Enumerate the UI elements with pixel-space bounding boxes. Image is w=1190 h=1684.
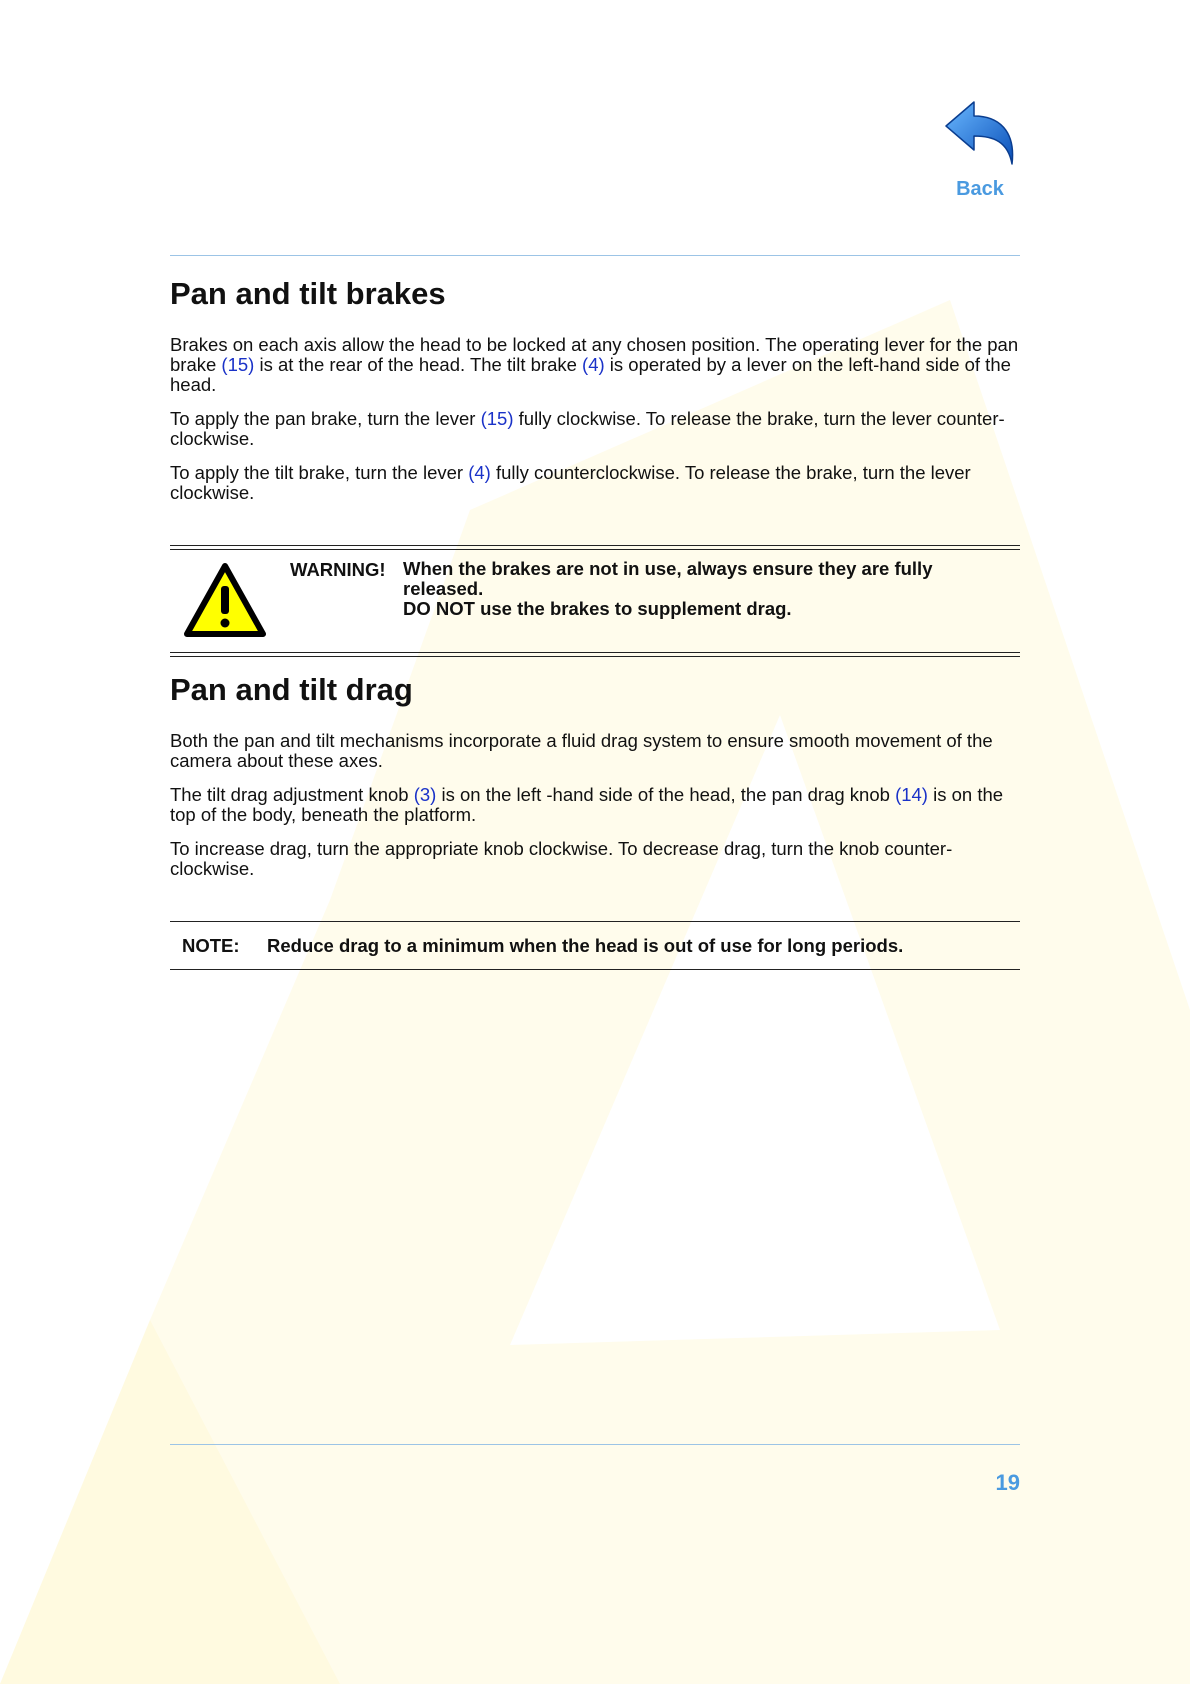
reference-link-15[interactable]: (15): [221, 354, 255, 375]
warning-text: [403, 559, 1013, 619]
drag-paragraph-3: To increase drag, turn the appropriate knob clockwise. To decrease drag, turn the knob counter-clockwise.: [170, 838, 953, 879]
section-title-drag: Pan and tilt drag: [170, 672, 413, 707]
warning-label: WARNING!: [290, 559, 386, 580]
brakes-paragraph-1: Brakes on each axis allow the head to be locked at any chosen position. The operating lever for the pan brake (15) is at the rear of the head. The tilt brake (4) is operated by a lever on the left-hand side of the head.: [170, 334, 1019, 395]
warning-triangle-icon: [183, 562, 267, 638]
note-top-rule: [170, 921, 1020, 922]
note-label: NOTE:: [182, 935, 240, 956]
section-title-brakes: Pan and tilt brakes: [170, 276, 446, 311]
reference-link-4[interactable]: (4): [582, 354, 605, 375]
reference-link-4[interactable]: (4): [468, 462, 491, 483]
drag-paragraph-2: The tilt drag adjustment knob (3) is on the left -hand side of the head, the pan drag knob (14) is on the top of the body, beneath the platform.: [170, 784, 1004, 825]
brakes-paragraph-2: To apply the pan brake, turn the lever (15) fully clockwise. To release the brake, turn the lever counter-clockwise.: [170, 408, 1005, 449]
reference-link-14[interactable]: (14): [895, 784, 928, 805]
warning-line-2: DO NOT use the brakes to supplement drag.: [403, 598, 792, 619]
note-bottom-rule: [170, 969, 1020, 970]
footer-divider: [170, 1444, 1020, 1445]
page-number: 19: [995, 1470, 1020, 1495]
note-text: Reduce drag to a minimum when the head is out of use for long periods.: [267, 935, 904, 956]
drag-paragraph-1: Both the pan and tilt mechanisms incorporate a fluid drag system to ensure smooth movement of the camera about these axes.: [170, 730, 993, 771]
reference-link-15[interactable]: (15): [480, 408, 514, 429]
reference-link-3[interactable]: (3): [413, 784, 437, 805]
back-arrow-icon: [942, 98, 1018, 170]
header-divider: [170, 255, 1020, 256]
back-button[interactable]: [940, 98, 1020, 206]
warning-line-1: When the brakes are not in use, always ensure they are fully released.: [403, 558, 933, 599]
warning-top-rule: [170, 545, 1020, 550]
warning-bottom-rule: [170, 652, 1020, 657]
brakes-paragraph-3: To apply the tilt brake, turn the lever (4) fully counterclockwise. To release the brake, turn the lever clockwise.: [170, 462, 971, 503]
back-label: Back: [956, 178, 1004, 200]
